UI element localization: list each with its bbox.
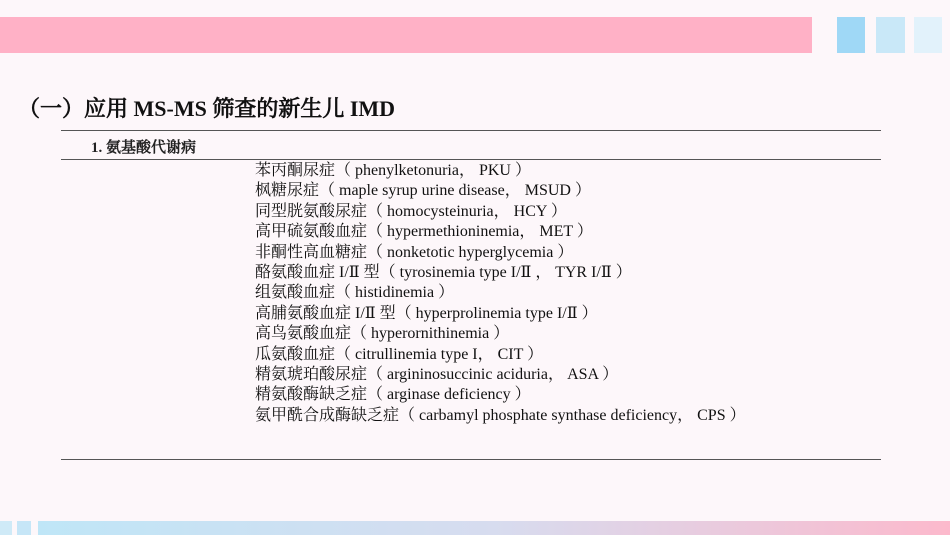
list-item: 酪氨酸血症 I/Ⅱ 型（ tyrosinemia type I/Ⅱ ， TYR I/Ⅱ ） bbox=[255, 263, 632, 281]
top-decorative-square-1 bbox=[837, 17, 865, 53]
table-top-rule bbox=[61, 130, 881, 131]
list-item: 高甲硫氨酸血症（ hypermethioninemia， MET ） bbox=[255, 223, 593, 241]
list-item: 枫糖尿症（ maple syrup urine disease， MSUD ） bbox=[255, 182, 591, 200]
section-heading: 1. 氨基酸代谢病 bbox=[91, 140, 197, 156]
bottom-decorative-square-2 bbox=[17, 521, 31, 535]
list-item: 精氨琥珀酸尿症（ argininosuccinic aciduria， ASA ） bbox=[255, 365, 619, 383]
list-item: 苯丙酮尿症（ phenylketonuria， PKU ） bbox=[255, 162, 531, 179]
list-item: 氨甲酰合成酶缺乏症（ carbamyl phosphate synthase deficiency， CPS ） bbox=[255, 406, 746, 424]
list-item: 组氨酸血症（ histidinemia ） bbox=[255, 284, 455, 302]
table-header-rule bbox=[61, 159, 881, 160]
bottom-decorative-band bbox=[38, 521, 950, 535]
top-decorative-square-3 bbox=[914, 17, 942, 53]
list-item: 同型胱氨酸尿症（ homocysteinuria， HCY ） bbox=[255, 202, 567, 220]
list-item: 高鸟氨酸血症（ hyperornithinemia ） bbox=[255, 325, 510, 343]
list-item: 非酮性高血糖症（ nonketotic hyperglycemia ） bbox=[255, 243, 574, 261]
list-item: 瓜氨酸血症（ citrullinemia type I， CIT ） bbox=[255, 345, 544, 363]
disease-list bbox=[255, 161, 746, 426]
page-title: （一）应用 MS-MS 筛查的新生儿 IMD bbox=[18, 96, 396, 121]
list-item: 高脯氨酸血症 I/Ⅱ 型（ hyperprolinemia type I/Ⅱ ） bbox=[255, 304, 598, 322]
bottom-decorative-square-1 bbox=[0, 521, 12, 535]
list-item: 精氨酸酶缺乏症（ arginase deficiency ） bbox=[255, 386, 531, 404]
table-bottom-rule bbox=[61, 459, 881, 460]
top-decorative-square-2 bbox=[876, 17, 905, 53]
top-decorative-band bbox=[0, 17, 812, 53]
